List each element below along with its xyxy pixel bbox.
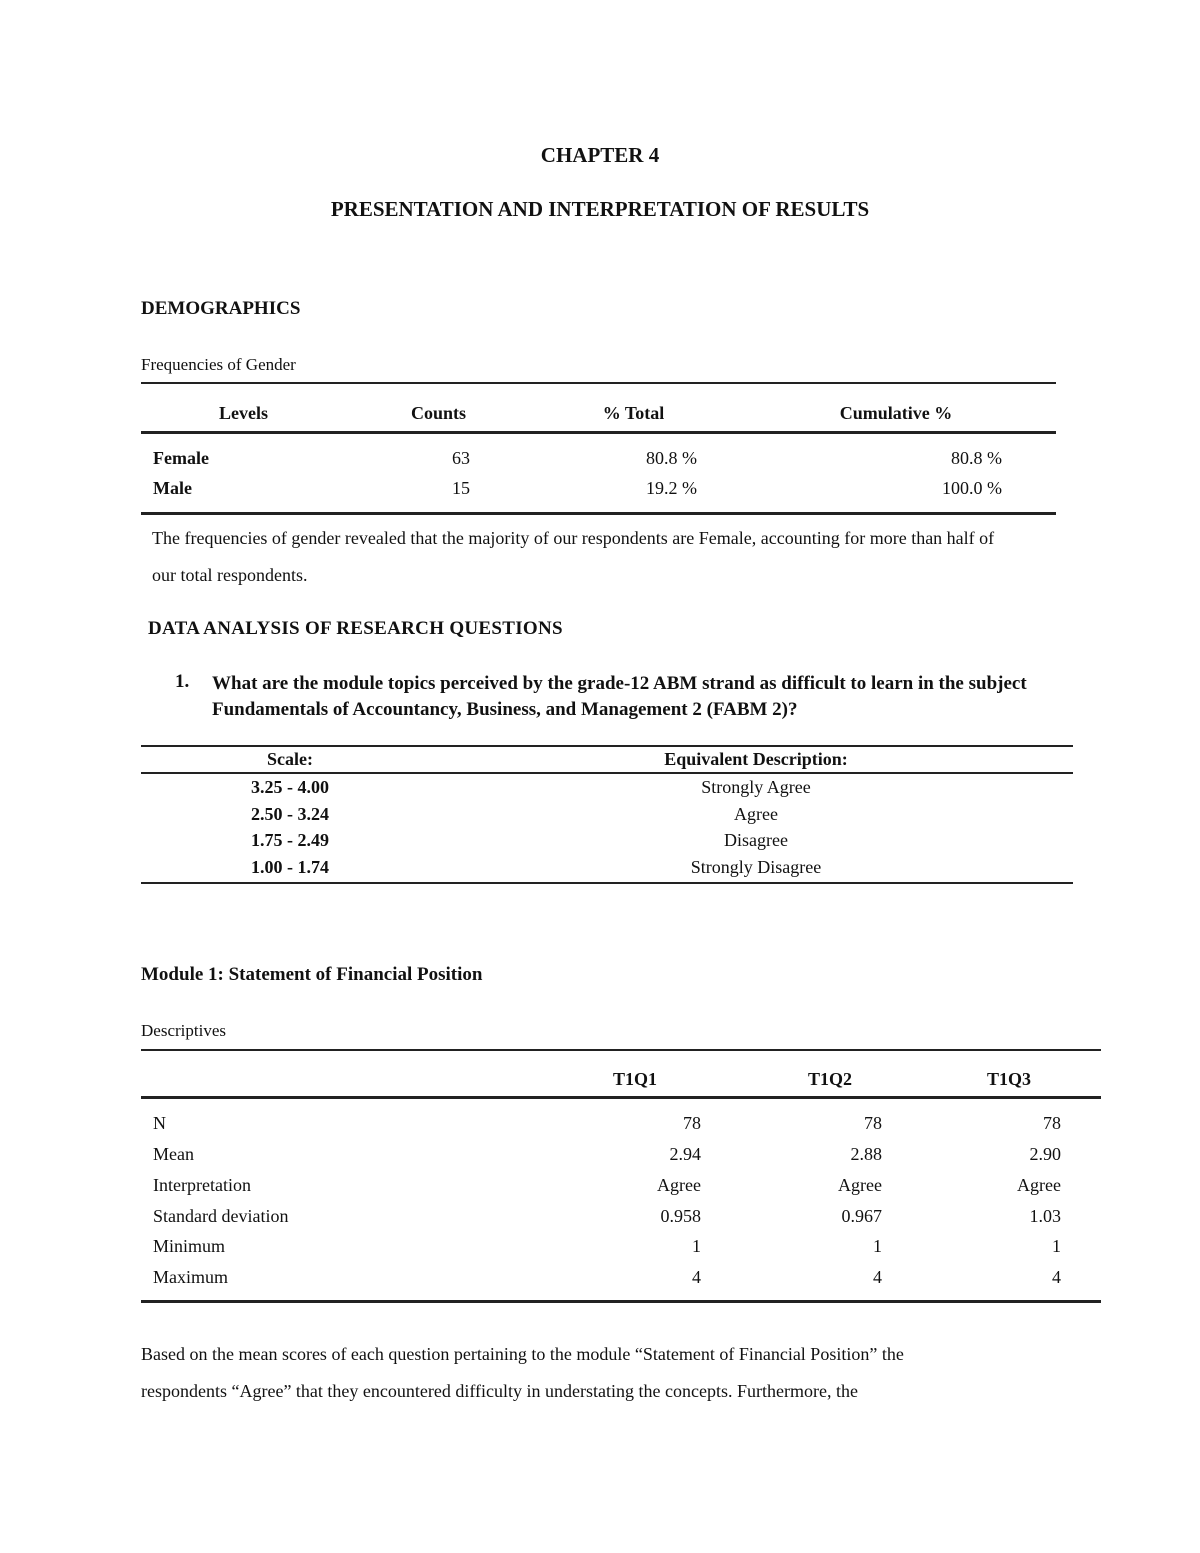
gender-table-caption: Frequencies of Gender (141, 355, 296, 374)
value: Agree (657, 1175, 701, 1195)
value: 0.967 (841, 1206, 882, 1226)
scale-top-rule (141, 745, 1073, 747)
value: 2.90 (1029, 1144, 1061, 1164)
col-header: T1Q3 (986, 1069, 1031, 1089)
scale-range: 2.50 - 3.24 (251, 804, 329, 824)
module1-paragraph-line1: Based on the mean scores of each question pertaining to the module “Statement of Financial Position” the (141, 1344, 904, 1364)
row-count: 63 (452, 448, 470, 468)
value: 2.88 (850, 1144, 882, 1164)
row-level: Female (153, 448, 209, 468)
value: 1.03 (1029, 1206, 1061, 1226)
row-pct: 80.8 % (646, 448, 697, 468)
scale-description: Strongly Agree (701, 777, 811, 797)
col-header: T1Q1 (612, 1069, 657, 1089)
scale-description: Agree (734, 804, 778, 824)
value: Agree (838, 1175, 882, 1195)
value: 78 (683, 1113, 701, 1133)
table-bottom-rule (141, 512, 1056, 515)
row-level: Male (153, 478, 192, 498)
row-label: Mean (153, 1144, 194, 1164)
table-top-rule (141, 382, 1056, 384)
value: 78 (1043, 1113, 1061, 1133)
header-cumulative: Cumulative % (839, 403, 953, 423)
chapter-number: CHAPTER 4 (540, 143, 660, 167)
scale-description: Strongly Disagree (690, 857, 822, 877)
value: 1 (1052, 1236, 1061, 1256)
header-counts: Counts (410, 403, 467, 423)
row-label: Minimum (153, 1236, 226, 1256)
row-pct: 19.2 % (646, 478, 697, 498)
value: 1 (873, 1236, 882, 1256)
value: 78 (864, 1113, 882, 1133)
value: 4 (692, 1267, 701, 1287)
row-label: Standard deviation (153, 1206, 289, 1226)
scale-header: Scale: (267, 749, 313, 769)
descriptives-caption: Descriptives (141, 1021, 226, 1040)
row-label: N (153, 1113, 166, 1133)
desc-top-rule (141, 1049, 1101, 1051)
chapter-title: PRESENTATION AND INTERPRETATION OF RESULTS (330, 197, 870, 221)
desc-header-rule (141, 1096, 1101, 1099)
value: 2.94 (669, 1144, 701, 1164)
value: 1 (692, 1236, 701, 1256)
module1-heading: Module 1: Statement of Financial Position (141, 964, 483, 985)
row-label: Interpretation (153, 1175, 251, 1195)
row-label: Maximum (153, 1267, 228, 1287)
demographics-heading: DEMOGRAPHICS (141, 298, 301, 319)
value: 4 (1052, 1267, 1061, 1287)
scale-range: 1.75 - 2.49 (251, 830, 329, 850)
header-levels: Levels (219, 403, 268, 423)
value: Agree (1017, 1175, 1061, 1195)
header-rule (141, 431, 1056, 434)
col-header: T1Q2 (807, 1069, 852, 1089)
research-question: What are the module topics perceived by the grade-12 ABM strand as difficult to learn in the subject Fundamentals of Accountancy, Business, and Management 2 (FABM 2)? (212, 673, 1027, 720)
scale-header-rule (141, 772, 1073, 774)
scale-bottom-rule (141, 882, 1073, 884)
scale-range: 1.00 - 1.74 (251, 857, 329, 877)
analysis-heading: DATA ANALYSIS OF RESEARCH QUESTIONS (148, 618, 563, 639)
module1-paragraph-line2: respondents “Agree” that they encountered difficulty in understating the concepts. Furthermore, the (141, 1381, 858, 1401)
scale-range: 3.25 - 4.00 (251, 777, 329, 797)
gender-interpretation: The frequencies of gender revealed that the majority of our respondents are Female, accounting for more than half of our total respondents. (152, 528, 995, 585)
row-cum: 80.8 % (951, 448, 1002, 468)
row-count: 15 (452, 478, 470, 498)
header-pct-total: % Total (602, 403, 665, 423)
desc-bottom-rule (141, 1300, 1101, 1303)
row-cum: 100.0 % (942, 478, 1002, 498)
scale-description: Disagree (724, 830, 788, 850)
description-header: Equivalent Description: (664, 749, 848, 769)
value: 0.958 (660, 1206, 701, 1226)
value: 4 (873, 1267, 882, 1287)
question-number: 1. (175, 671, 190, 692)
